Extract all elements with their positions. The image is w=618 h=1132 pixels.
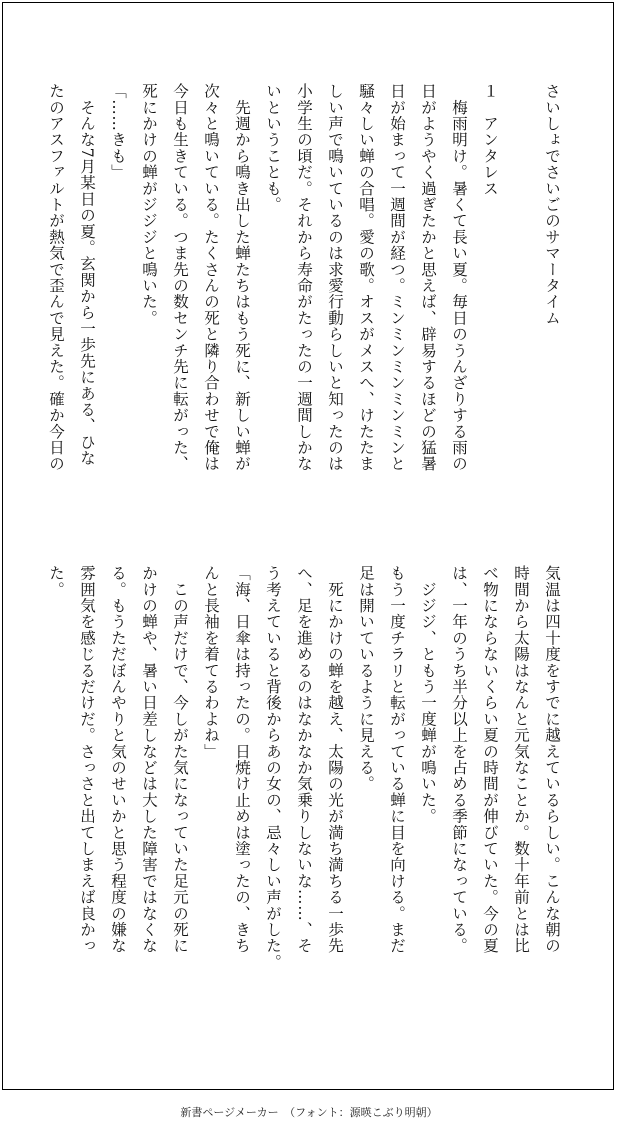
upper-text-band (47, 83, 567, 535)
novel-page (2, 2, 614, 1090)
text-line: この声だけで、今しがた気になっていた足元の死に (171, 565, 189, 954)
text-line: 「……きも」 (109, 83, 127, 181)
text-line: る。もうただぼんやりと気のせいかと思う程度の嫌な (109, 565, 127, 954)
text-line: 日が始まって一週間が経つ。ミンミンミンミンミンと (388, 83, 406, 472)
text-line: 足は開いているように見える。 (357, 565, 375, 792)
text-line: 死にかけの蝉がジジジと鳴いた。 (140, 83, 158, 326)
text-line: んと長袖を着てるわよね」 (202, 565, 220, 760)
text-line: 雰囲気を感じるだけだ。さっさと出てしまえば良かっ (78, 565, 96, 954)
text-line: ジジジ、ともう一度蝉が鳴いた。 (419, 565, 437, 825)
lower-text-band (47, 565, 567, 1035)
text-line: そんな7月某日の夏。玄関から一歩先にある、ひな (78, 83, 96, 467)
text-line: た。 (47, 565, 65, 598)
text-line: もう一度チラリと転がっている蝉に目を向ける。まだ (388, 565, 406, 954)
text-line (505, 83, 536, 535)
text-line: 梅雨明け。暑くて長い夏。毎日のうんざりする雨の (450, 83, 468, 472)
text-line: 次々と鳴いている。たくさんの死と隣り合わせで俺は (202, 83, 220, 472)
text-line: 時間から太陽はなんと元気なことか。数十年前とは比 (512, 565, 530, 954)
text-line: 今日も生きている。つま先の数センチ先に転がった、 (171, 83, 189, 472)
text-line: へ、足を進めるのはなかなか気乗りしないな……、そ (295, 565, 313, 954)
text-line: 「海、日傘は持ったの。日焼け止めは塗ったの、きち (233, 565, 251, 954)
text-line: 先週から鳴き出した蝉たちはもう死に、新しい蝉が (233, 83, 251, 472)
text-line: いということも。 (264, 83, 282, 213)
text-line: しい声で鳴いているのは求愛行動らしいと知ったのは (326, 83, 344, 472)
text-line: 小学生の頃だ。それから寿命がたったの一週間しかな (295, 83, 313, 472)
chapter-heading: １ アンタレス (481, 83, 499, 197)
text-line: 騒々しい蝉の合唱。愛の歌。オスがメスへ、けたたま (357, 83, 375, 472)
text-line: かけの蝉や、暑い日差しなどは大した障害ではなくな (140, 565, 158, 954)
story-title: さいしょでさいごのサマータイム (543, 83, 561, 326)
text-line: 日がようやく過ぎたかと思えば、辟易するほどの猛暑 (419, 83, 437, 472)
page-footer-credit: 新書ページメーカー （フォント：源暎こぶり明朝） (180, 1106, 438, 1119)
text-line: たのアスファルトが熱気で歪んで見えた。確か今日の (47, 83, 65, 472)
text-line: は、一年のうち半分以上を占める季節になっている。 (450, 565, 468, 954)
text-line: 気温は四十度をすでに越えているらしい。こんな朝の (543, 565, 561, 954)
text-line: べ物にならないくらい夏の時間が伸びていた。今の夏 (481, 565, 499, 954)
text-line: う考えていると背後からあの女の、忌々しい声がした。 (264, 565, 282, 970)
text-line: 死にかけの蝉を越え、太陽の光が満ち満ちる一歩先 (326, 565, 344, 954)
